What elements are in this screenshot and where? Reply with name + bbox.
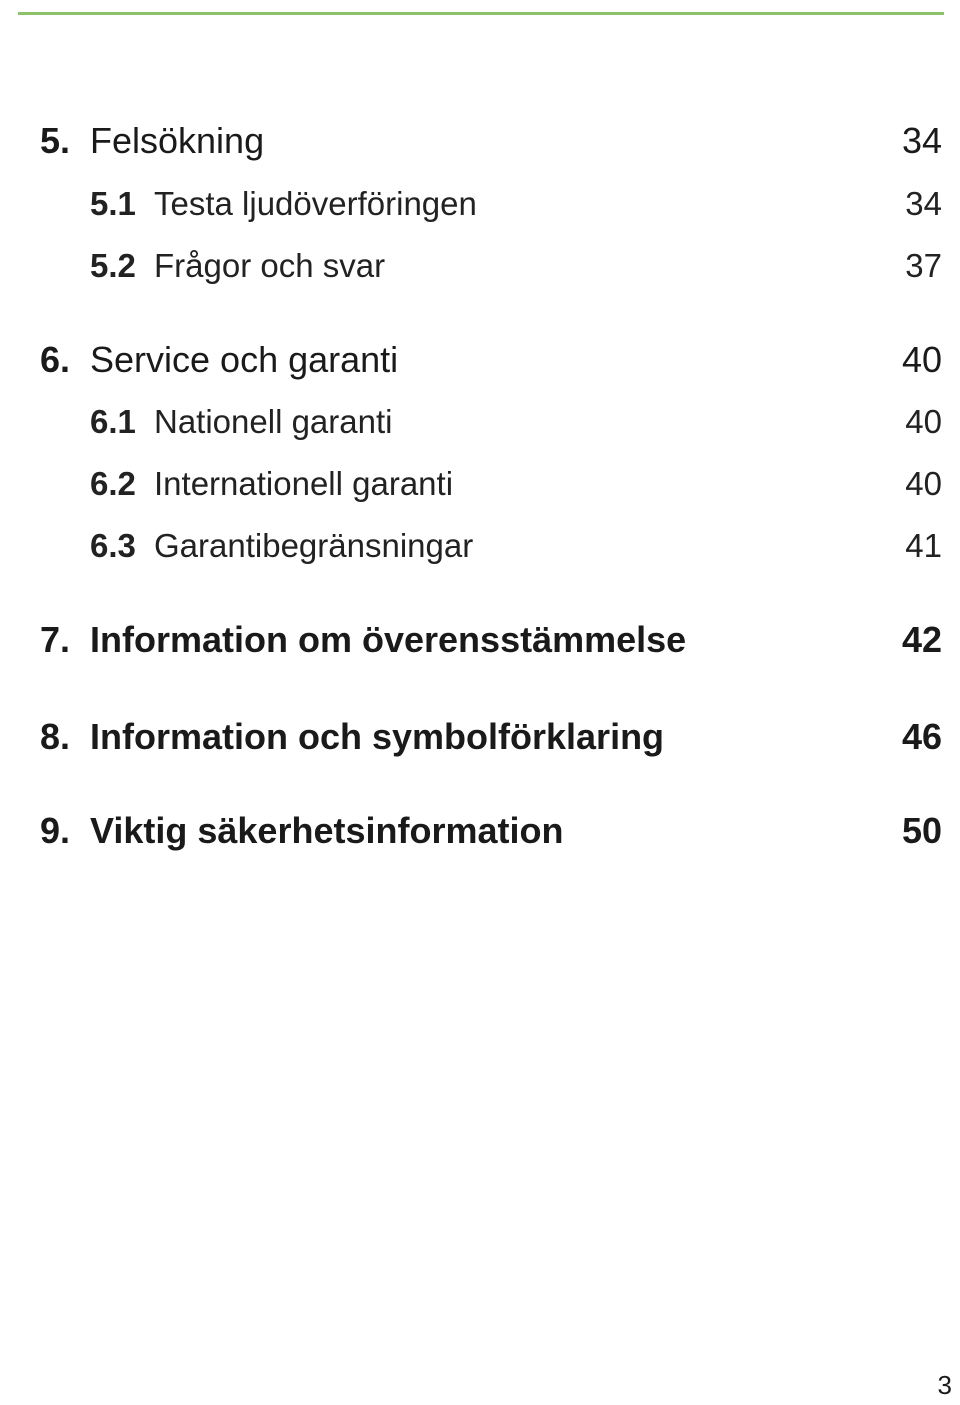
toc-entry [40, 339, 398, 381]
toc-number: 9. [40, 810, 71, 851]
toc-entry [40, 716, 664, 758]
toc-page-number: 37 [905, 247, 942, 284]
toc-page-number: 40 [905, 465, 942, 502]
toc-section-6-3[interactable] [40, 527, 942, 565]
toc-chapter-9[interactable] [40, 810, 942, 852]
toc-title: Information och symbolförklaring [90, 716, 665, 757]
toc-title: Felsökning [90, 120, 265, 161]
toc-chapter-5[interactable] [40, 120, 942, 162]
toc-number: 8. [40, 716, 71, 757]
toc-page-number: 40 [905, 403, 942, 440]
toc-number: 6.2 [90, 465, 136, 502]
toc-section-6-2[interactable] [40, 465, 942, 503]
toc-title: Internationell garanti [154, 465, 454, 502]
toc-entry [40, 619, 686, 661]
toc-page-number: 42 [901, 619, 942, 660]
toc-chapter-8[interactable] [40, 716, 942, 758]
toc-page-number: 46 [901, 716, 942, 757]
toc-page-number: 41 [905, 527, 942, 564]
toc-entry [90, 247, 385, 285]
toc-chapter-6[interactable] [40, 339, 942, 381]
toc-number: 6.1 [90, 403, 136, 440]
toc-number: 6. [40, 339, 71, 380]
toc-section-6-1[interactable] [40, 403, 942, 441]
toc-entry [90, 403, 392, 441]
toc-entry [40, 810, 563, 852]
toc-title: Testa ljudöverföringen [154, 185, 477, 222]
toc-page-number: 34 [905, 185, 942, 222]
toc-section-5-1[interactable] [40, 185, 942, 223]
toc-number: 6.3 [90, 527, 136, 564]
toc-page-number: 50 [901, 810, 942, 851]
toc-entry [90, 185, 477, 223]
toc-number: 7. [40, 619, 71, 660]
toc-title: Frågor och svar [154, 247, 386, 284]
toc-title: Information om överensstämmelse [90, 619, 687, 660]
toc-page-number: 34 [901, 120, 942, 161]
toc-entry [40, 120, 264, 162]
toc-chapter-7[interactable] [40, 619, 942, 661]
toc-section-5-2[interactable] [40, 247, 942, 285]
page-number: 3 [937, 1370, 952, 1400]
toc-entry [90, 465, 453, 503]
toc-title: Service och garanti [90, 339, 399, 380]
toc-entry [90, 527, 473, 565]
toc-page-number: 40 [901, 339, 942, 380]
toc-title: Nationell garanti [154, 403, 393, 440]
toc-number: 5.1 [90, 185, 136, 222]
toc-number: 5.2 [90, 247, 136, 284]
toc-title: Viktig säkerhetsinformation [90, 810, 564, 851]
toc-title: Garantibegränsningar [154, 527, 474, 564]
toc-number: 5. [40, 120, 71, 161]
